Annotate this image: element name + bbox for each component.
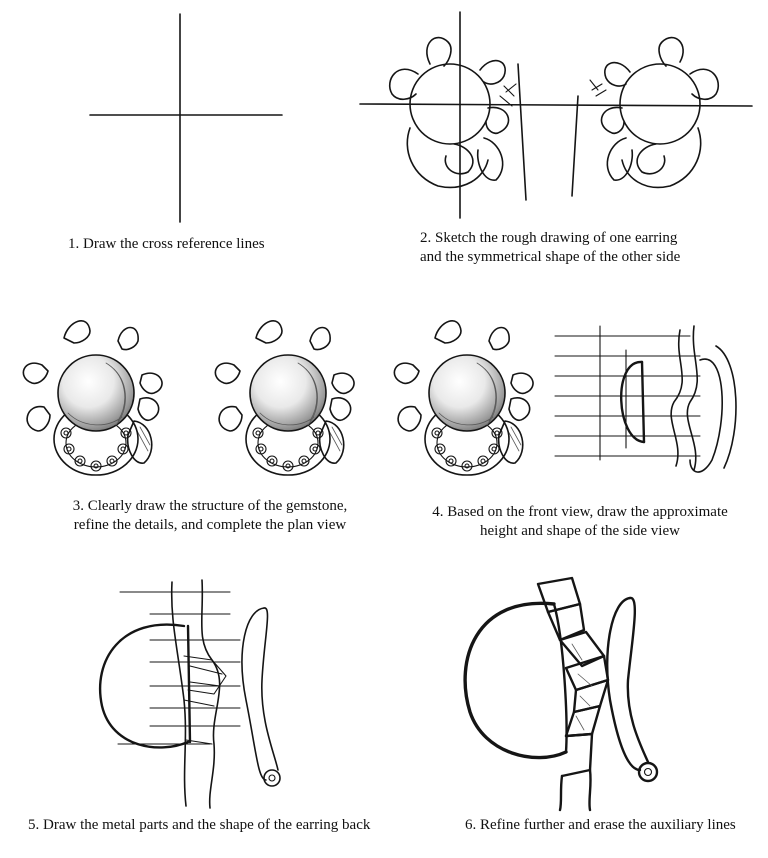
step5-caption — [28, 816, 370, 835]
step2-caption — [420, 229, 680, 267]
step4-side-view — [394, 321, 736, 475]
step1-caption — [68, 235, 265, 254]
step5-metal-parts — [100, 580, 280, 808]
step3-caption-line: refine the details, and complete the plan view — [73, 517, 347, 533]
step2-rough-sketch — [360, 12, 752, 218]
step6-caption-line: 6. Refine further and erase the auxiliary lines — [465, 817, 736, 833]
step4-caption — [410, 503, 750, 541]
step3-plan-view — [23, 321, 354, 475]
step3-caption-line: 3. Clearly draw the structure of the gemstone, — [72, 498, 348, 514]
step1-cross-lines — [90, 14, 282, 222]
step6-refined-drawing — [465, 578, 657, 810]
step5-caption-line: 5. Draw the metal parts and the shape of the earring back — [28, 817, 371, 833]
step1-caption-line: 1. Draw the cross reference lines — [68, 236, 265, 252]
step6-caption — [465, 816, 736, 835]
step3-caption — [40, 497, 380, 535]
step2-caption-line: and the symmetrical shape of the other side — [420, 249, 681, 265]
step4-caption-line: 4. Based on the front view, draw the approximate — [432, 504, 728, 520]
step2-caption-line: 2. Sketch the rough drawing of one earring — [420, 230, 678, 246]
step4-caption-line: height and shape of the side view — [480, 523, 680, 539]
